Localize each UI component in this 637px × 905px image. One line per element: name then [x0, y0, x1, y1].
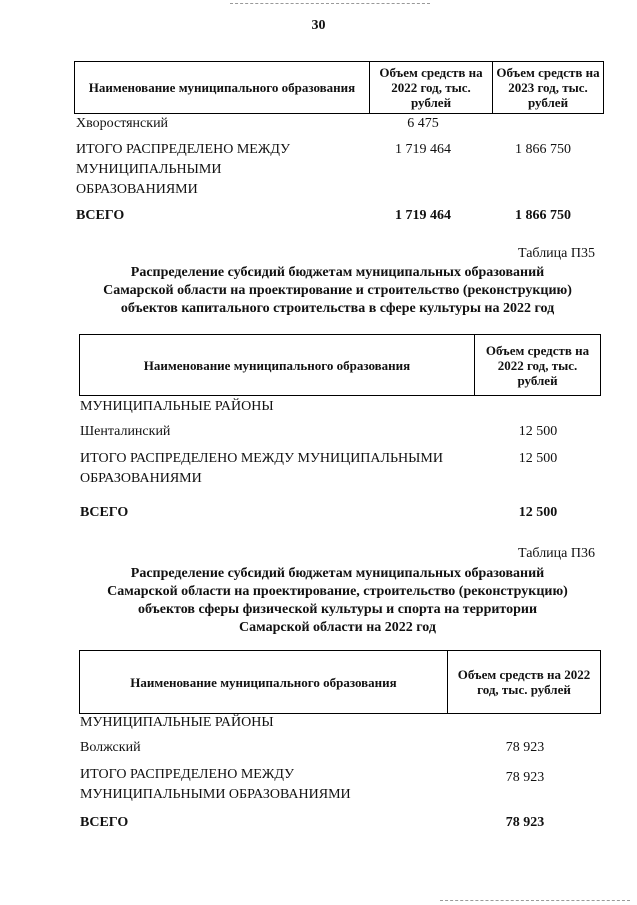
- table1-header-2022: Объем средств на 2022 год, тыс. рублей: [370, 62, 493, 114]
- table1-total-v1: 1 719 464: [395, 142, 451, 157]
- table3-label: Таблица П36: [518, 546, 595, 561]
- table3-total-v1: 78 923: [505, 770, 545, 785]
- table3-header: [79, 650, 601, 714]
- table3-header-name: Наименование муниципального образования: [80, 651, 448, 714]
- table2-grand-v1: 12 500: [518, 505, 558, 520]
- table2-total-v1: 12 500: [518, 451, 558, 466]
- table3-section: МУНИЦИПАЛЬНЫЕ РАЙОНЫ: [80, 715, 274, 730]
- table2-header: [79, 334, 601, 396]
- table1-row-v1: 6 475: [407, 116, 439, 131]
- table2-row-name: Шенталинский: [80, 424, 171, 439]
- table3-grand-label: ВСЕГО: [80, 815, 129, 830]
- table2-label: Таблица П35: [518, 246, 595, 261]
- table1-grand-v1: 1 719 464: [395, 208, 451, 223]
- table1-grand-v2: 1 866 750: [515, 208, 571, 223]
- table2-row-v1: 12 500: [518, 424, 558, 439]
- table3-header-2022: Объем средств на 2022 год, тыс. рублей: [448, 651, 601, 714]
- top-scan-line: [230, 3, 430, 4]
- table1-total-label: ИТОГО РАСПРЕДЕЛЕНО МЕЖДУ МУНИЦИПАЛЬНЫМИ ОБРАЗОВАНИЯМИ: [76, 142, 290, 197]
- table1-header: [74, 61, 604, 114]
- table3-grand-v1: 78 923: [505, 815, 545, 830]
- table1-grand-label: ВСЕГО: [76, 208, 125, 223]
- table2-title: Распределение субсидий бюджетам муниципальных образований Самарской области на проектирование и строительство (реконструкцию) объектов капитального строительства в сфере культуры на 2022 год: [103, 265, 572, 316]
- table3-row-name: Волжский: [80, 740, 141, 755]
- table2-header-name: Наименование муниципального образования: [80, 335, 475, 396]
- table1-total-v2: 1 866 750: [515, 142, 571, 157]
- table1-row-name: Хворостянский: [76, 116, 169, 131]
- table2-total-label: ИТОГО РАСПРЕДЕЛЕНО МЕЖДУ МУНИЦИПАЛЬНЫМИ ОБРАЗОВАНИЯМИ: [80, 451, 443, 486]
- table3-row-v1: 78 923: [505, 740, 545, 755]
- bottom-scan-line: [440, 900, 630, 901]
- table1-header-name: Наименование муниципального образования: [75, 62, 370, 114]
- table2-section: МУНИЦИПАЛЬНЫЕ РАЙОНЫ: [80, 399, 274, 414]
- table2-grand-label: ВСЕГО: [80, 505, 129, 520]
- table2-header-2022: Объем средств на 2022 год, тыс. рублей: [475, 335, 601, 396]
- table3-title: Распределение субсидий бюджетам муниципальных образований Самарской области на проектирование, строительство (реконструкцию) объектов сферы физической культуры и спорта на территории Самарской области на 2022 год: [107, 566, 568, 635]
- table1-header-2023: Объем средств на 2023 год, тыс. рублей: [493, 62, 604, 114]
- table3-total-label: ИТОГО РАСПРЕДЕЛЕНО МЕЖДУ МУНИЦИПАЛЬНЫМИ ОБРАЗОВАНИЯМИ: [80, 767, 351, 802]
- page-number: 30: [311, 18, 326, 33]
